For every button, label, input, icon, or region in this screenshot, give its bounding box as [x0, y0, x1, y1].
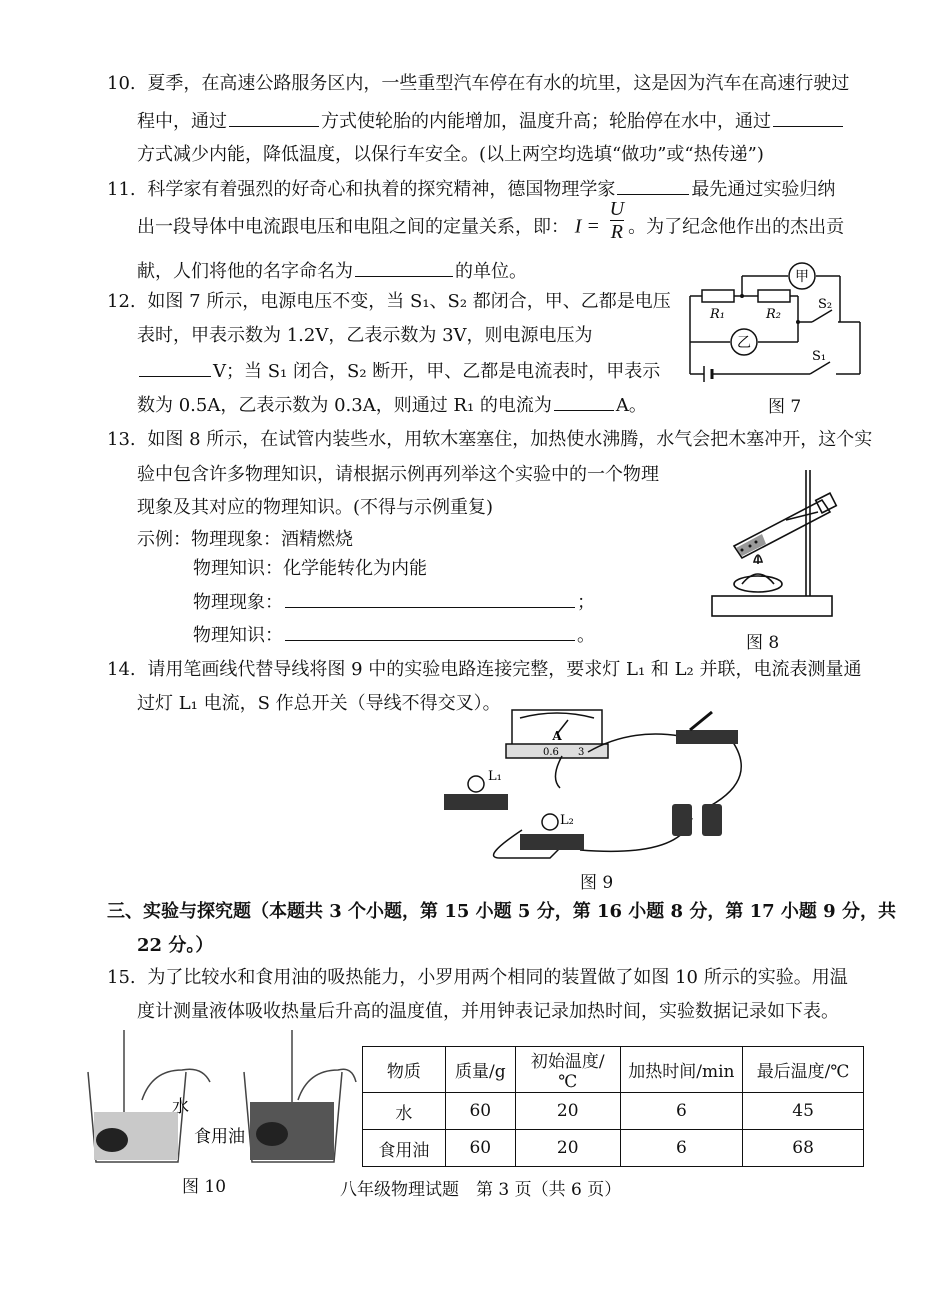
- q15-line1: 15. 为了比较水和食用油的吸热能力，小罗用两个相同的装置做了如图 10 所示的实验。用温: [107, 967, 848, 988]
- q10-line3: 方式减少内能，降低温度，以保行车安全。(以上两空均选填“做功”或“热传递”): [137, 144, 764, 165]
- table-header-row: [363, 1047, 864, 1093]
- section-3-heading: 三、实验与探究题（本题共 3 个小题，第 15 小题 5 分，第 16 小题 8 分，第 17 小题 9 分，共: [107, 901, 896, 922]
- table-cell: 食用油: [363, 1130, 446, 1167]
- section-3-heading-cont: 22 分。）: [137, 935, 214, 956]
- table-header: 初始温度/℃: [515, 1047, 620, 1093]
- q11-blank-1[interactable]: [617, 176, 689, 195]
- ohm-law-fraction: $\frac{U}{R}$: [609, 198, 625, 243]
- fig7-label-s1: S₁: [812, 349, 827, 364]
- q13-knowledge: 物理知识： 。: [193, 622, 595, 648]
- q13-example-knowledge: 物理知识：化学能转化为内能: [193, 558, 427, 579]
- q13-line1: 13. 如图 8 所示，在试管内装些水，用软木塞塞住，加热使水沸腾，水气会把木塞冲开，这个实: [107, 429, 873, 450]
- q11-blank-2[interactable]: [355, 258, 453, 277]
- q13-line2: 验中包含许多物理知识，请根据示例再列举这个实验中的一个物理: [137, 464, 659, 485]
- table-cell: 60: [445, 1130, 515, 1167]
- fig9-label-l2: L₂: [560, 813, 574, 828]
- q13-phenomenon: 物理现象： ；: [193, 589, 595, 615]
- q14-line1: 14. 请用笔画线代替导线将图 9 中的实验电路连接完整，要求灯 L₁ 和 L₂ 并联，电流表测量通: [107, 659, 862, 680]
- q14-number: 14.: [107, 659, 136, 680]
- table-cell: 20: [515, 1093, 620, 1130]
- table-row: [363, 1130, 864, 1167]
- q13-number: 13.: [107, 429, 136, 450]
- figure-10-caption: 图 10: [182, 1177, 227, 1197]
- q12-line3: V；当 S₁ 闭合，S₂ 断开，甲、乙都是电流表时，甲表示: [137, 358, 660, 384]
- table-row: [363, 1093, 864, 1130]
- fig9-terminal-3: 3: [578, 747, 585, 758]
- fig10-label-water: 水: [172, 1097, 189, 1117]
- table-cell: 60: [445, 1093, 515, 1130]
- fig7-label-r2: R₂: [766, 307, 781, 322]
- q11-line1: 11. 科学家有着强烈的好奇心和执着的探究精神，德国物理学家 最先通过实验归纳: [107, 176, 835, 202]
- figure-7-caption: 图 7: [768, 397, 802, 417]
- fig7-label-yi: 乙: [737, 335, 751, 351]
- table-header: 质量/g: [445, 1047, 515, 1093]
- q10-text: 夏季，在高速公路服务区内，一些重型汽车停在有水的坑里，这是因为汽车在高速行驶过: [147, 73, 850, 94]
- fig9-label-l1: L₁: [488, 769, 502, 784]
- table-cell: 68: [743, 1130, 864, 1167]
- table-cell: 水: [363, 1093, 446, 1130]
- ohm-law-lhs: I =: [574, 215, 600, 238]
- q13-line3: 现象及其对应的物理知识。(不得与示例重复): [137, 497, 494, 518]
- q10-blank-2[interactable]: [773, 108, 843, 127]
- figure-10-beakers: [82, 1030, 360, 1168]
- fig7-label-r1: R₁: [710, 307, 725, 322]
- q12-blank-1[interactable]: [139, 358, 211, 377]
- q12-blank-2[interactable]: [554, 392, 614, 411]
- page-footer: 八年级物理试题 第 3 页（共 6 页）: [340, 1180, 622, 1200]
- figure-8-apparatus: [706, 460, 846, 625]
- fig7-label-jia: 甲: [795, 269, 809, 285]
- table-header: 最后温度/℃: [743, 1047, 864, 1093]
- figure-7-circuit: [680, 262, 870, 387]
- q12-line1: 12. 如图 7 所示，电源电压不变，当 S₁、S₂ 都闭合，甲、乙都是电压: [107, 291, 671, 312]
- table-header: 物质: [363, 1047, 446, 1093]
- fig10-label-oil: 食用油: [194, 1127, 245, 1147]
- figure-9-caption: 图 9: [580, 873, 614, 893]
- q13-phenomenon-blank[interactable]: [285, 589, 575, 608]
- q13-example: 示例：物理现象：酒精燃烧: [137, 529, 353, 550]
- q11-line2: 出一段导体中电流跟电压和电阻之间的定量关系，即： I = $\frac{U}{R}$ 。为了纪念他作出的杰出贡: [137, 198, 845, 243]
- q10-line2: 程中，通过 方式使轮胎的内能增加，温度升高；轮胎停在水中，通过: [137, 108, 845, 134]
- table-cell: 20: [515, 1130, 620, 1167]
- q15-data-table: [362, 1046, 864, 1167]
- table-header: 加热时间/min: [620, 1047, 743, 1093]
- figure-8-caption: 图 8: [746, 633, 780, 653]
- q13-knowledge-blank[interactable]: [285, 622, 575, 641]
- q11-number: 11.: [107, 179, 136, 200]
- q10-line1: [107, 72, 849, 96]
- q10-number: 10.: [107, 73, 136, 94]
- q10-blank-1[interactable]: [229, 108, 319, 127]
- fig9-terminal-06: 0.6: [543, 747, 559, 758]
- table-cell: 45: [743, 1093, 864, 1130]
- fig7-label-s2: S₂: [818, 297, 833, 312]
- q15-number: 15.: [107, 967, 136, 988]
- q12-line4: 数为 0.5A，乙表示数为 0.3A，则通过 R₁ 的电流为 A。: [137, 392, 647, 418]
- table-cell: 6: [620, 1093, 743, 1130]
- table-cell: 6: [620, 1130, 743, 1167]
- fig9-ammeter-label: A: [552, 729, 562, 743]
- q11-line3: 献，人们将他的名字命名为 的单位。: [137, 258, 527, 284]
- q12-number: 12.: [107, 291, 136, 312]
- q12-line2: 表时，甲表示数为 1.2V，乙表示数为 3V，则电源电压为: [137, 325, 593, 346]
- q14-line2: 过灯 L₁ 电流，S 作总开关（导线不得交叉）。: [137, 693, 501, 714]
- q15-line2: 度计测量液体吸收热量后升高的温度值，并用钟表记录加热时间，实验数据记录如下表。: [137, 1001, 839, 1022]
- figure-9-circuit: [440, 708, 760, 878]
